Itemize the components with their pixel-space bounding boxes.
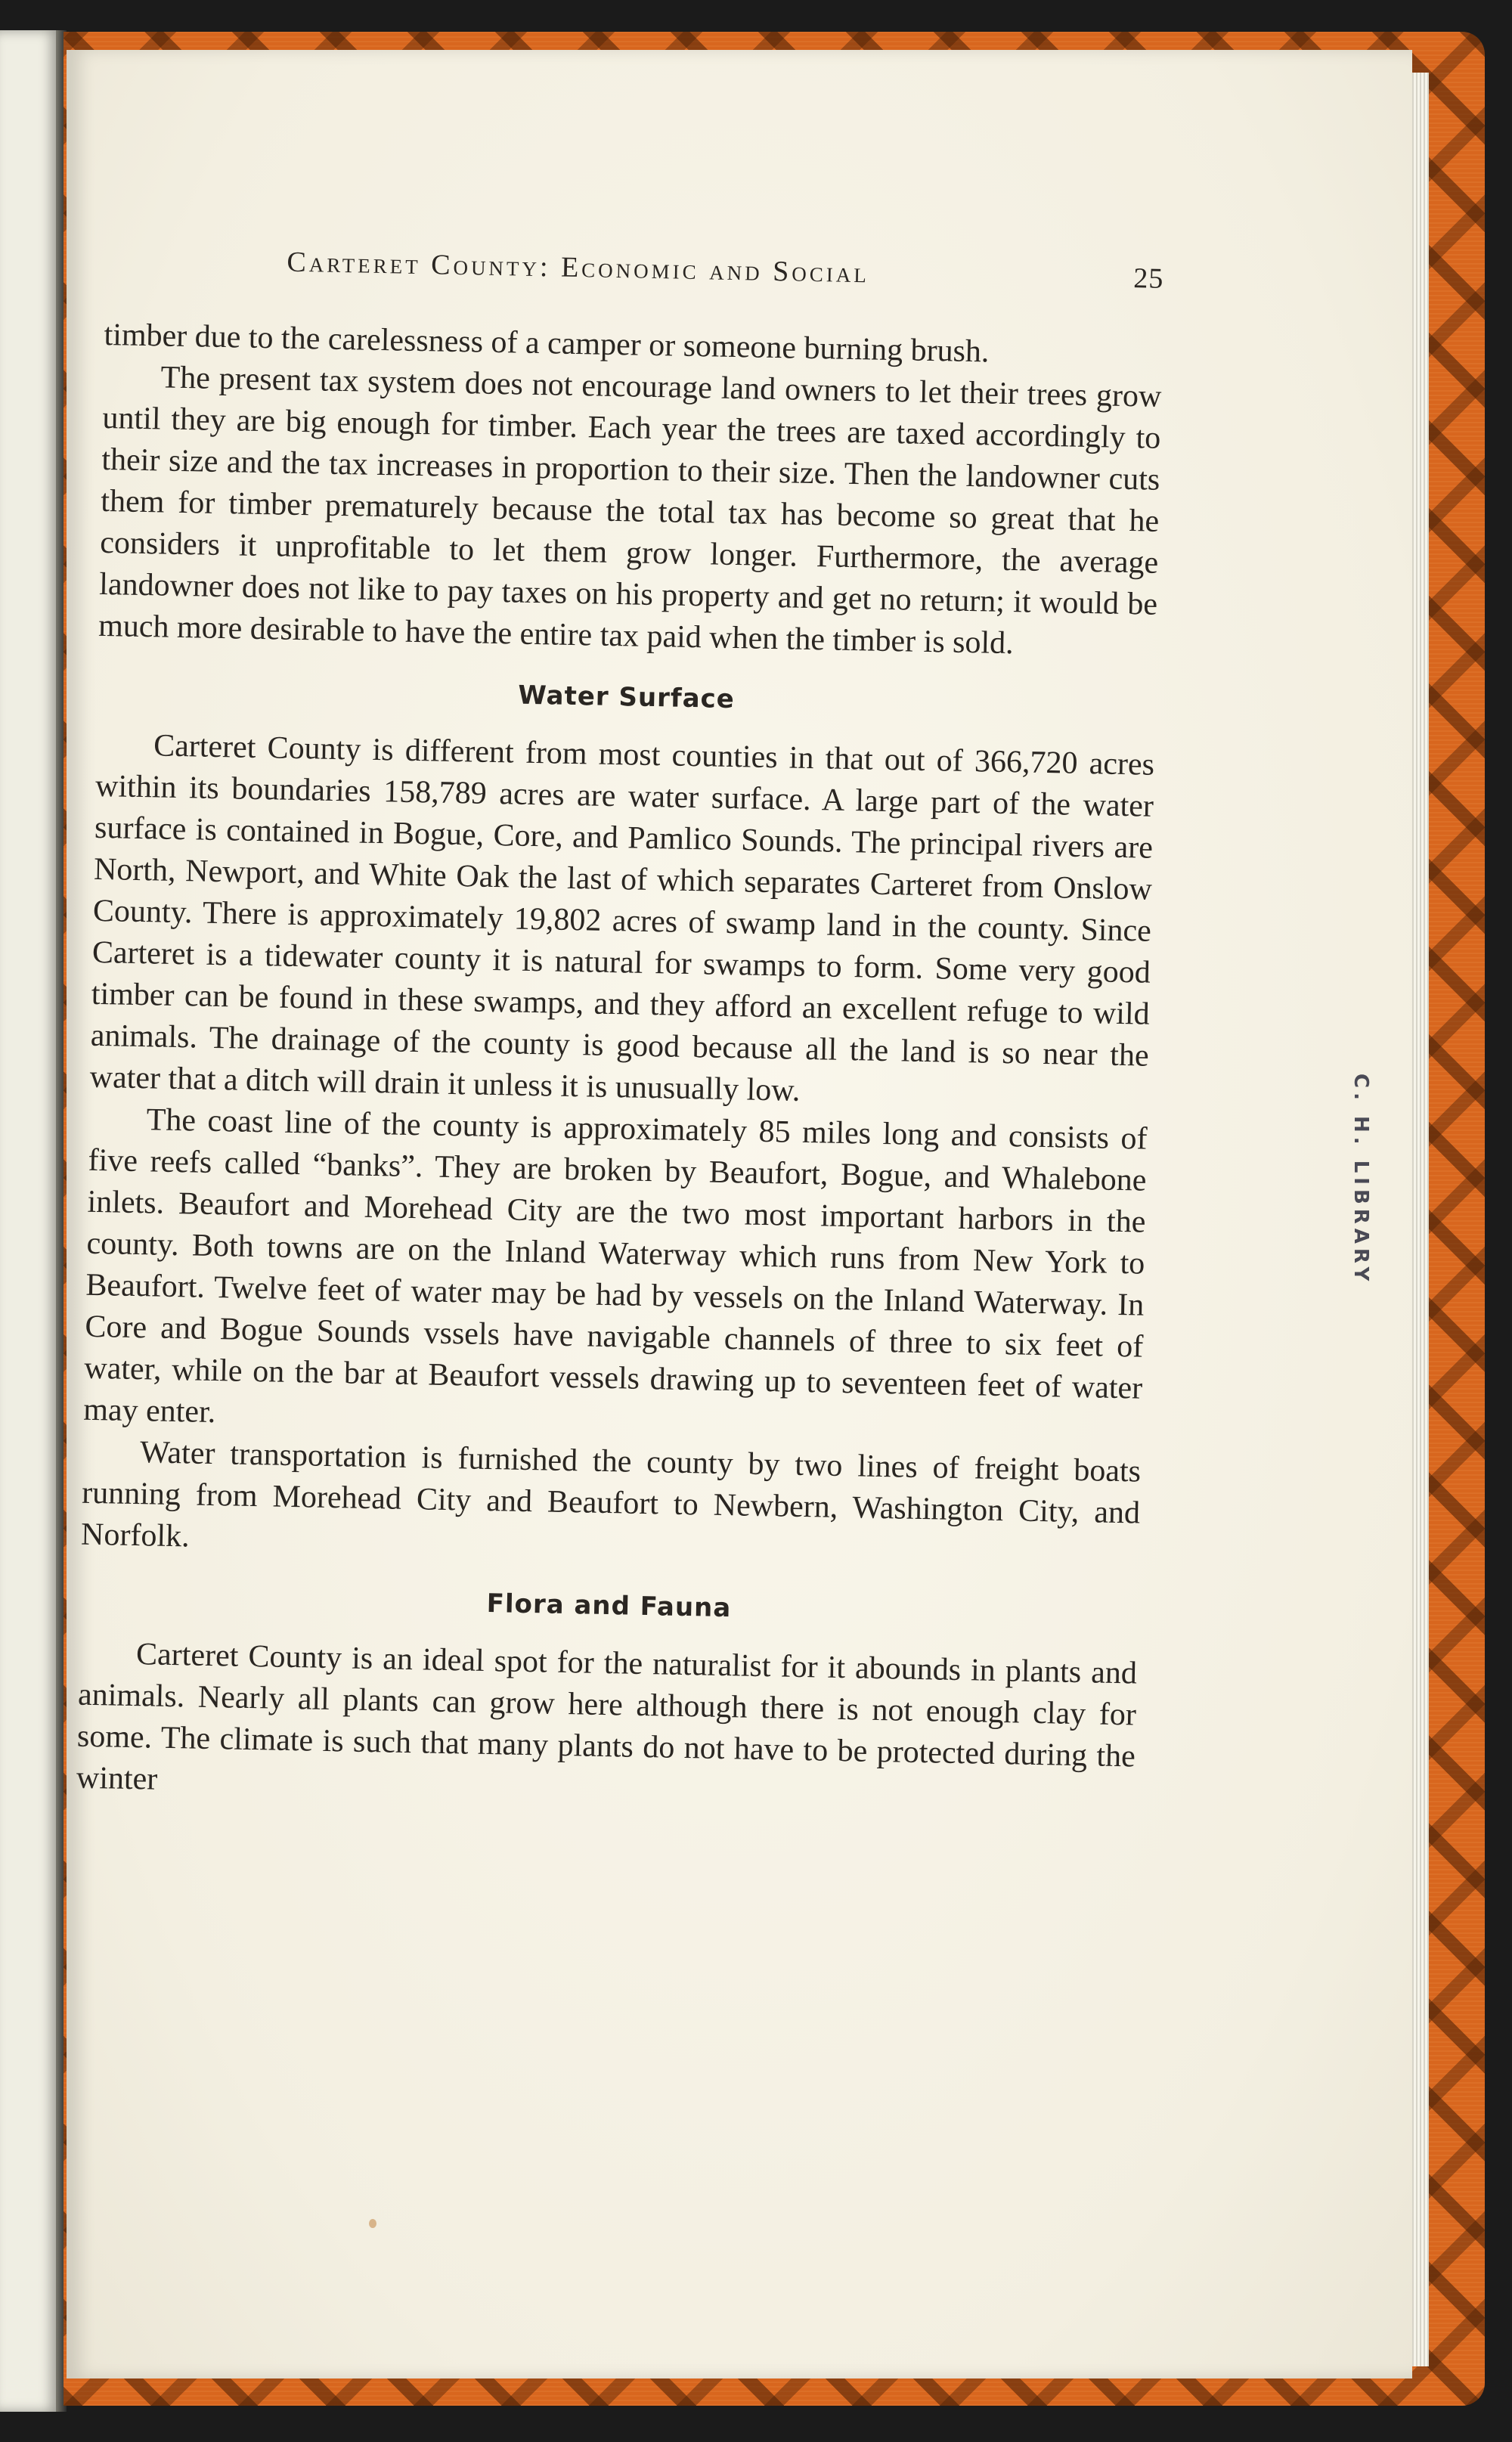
running-head-title: Carteret County: Economic and Social — [287, 246, 870, 290]
spine-library-stamp: C. H. LIBRARY — [1349, 1074, 1372, 1286]
paragraph: Carteret County is different from most counties in that out of 366,720 acres within its boundaries 158,789 acres are water surface. A large part of the water surface is contained in Bogue, Core, and Pamlico Sounds. The principal rivers are North, Newport, and White Oak the last of which separates Carteret from Onslow County. There is approximately 19,802 acres of swamp land in the county. Since Carteret is a tidewater county it is natural for swamps to form. Some very good timber can be found in these swamps, and they afford an excellent refuge to wild animals. The drainage of the county is good because all the land is so near the water that a ditch will drain it unless it is unusually low. — [89, 728, 1155, 1108]
page-number: 25 — [1132, 262, 1164, 295]
paragraph: Carteret County is an ideal spot for the naturalist for it abounds in plants and animals. Nearly all plants can grow here although there is not enough clay for some. The climate is such that many plants do not have to be protected during the winter — [76, 1637, 1138, 1797]
paragraph: The coast line of the county is approximately 85 miles long and consists of five reefs called “banks”. They are broken by Beaufort, Bogue, and Whalebone inlets. Beaufort and Morehead City are the two most important harbors in the county. Both towns are on the Inland Waterway which runs from New York to Beaufort. Twelve feet of water may be had by vessels on the Inland Waterway. In Core and Bogue Sounds vssels have navigable channels of three to six feet of water, while on the bar at Beaufort vessels drawing up to seventeen feet of water may enter. — [82, 1102, 1148, 1430]
paragraph: Water transportation is furnished the county by two lines of freight boats running from Morehead City and Beaufort to Newbern, Washington City, and Norfolk. — [80, 1435, 1142, 1554]
facing-page-edge — [0, 30, 59, 2412]
page-text — [76, 242, 1163, 1819]
section-heading: Water Surface — [517, 680, 736, 715]
paragraph: The present tax system does not encourage land owners to let their trees grow until they are big enough for timber. Each year the trees are taxed accordingly to their size and the tax increases in proportion to their size. Then the landowner cuts them for timber prematurely because the total tax has become so great that he considers it unprofitable to let them grow longer. Furthermore, the average landowner does not like to pay taxes on his property and get no return; it would be much more desirable to have the entire tax paid when the timber is sold. — [98, 360, 1162, 662]
paper-speck — [369, 2219, 376, 2228]
section-heading: Flora and Fauna — [486, 1588, 732, 1624]
paragraph: timber due to the carelessness of a camper or someone burning brush. — [104, 317, 990, 370]
